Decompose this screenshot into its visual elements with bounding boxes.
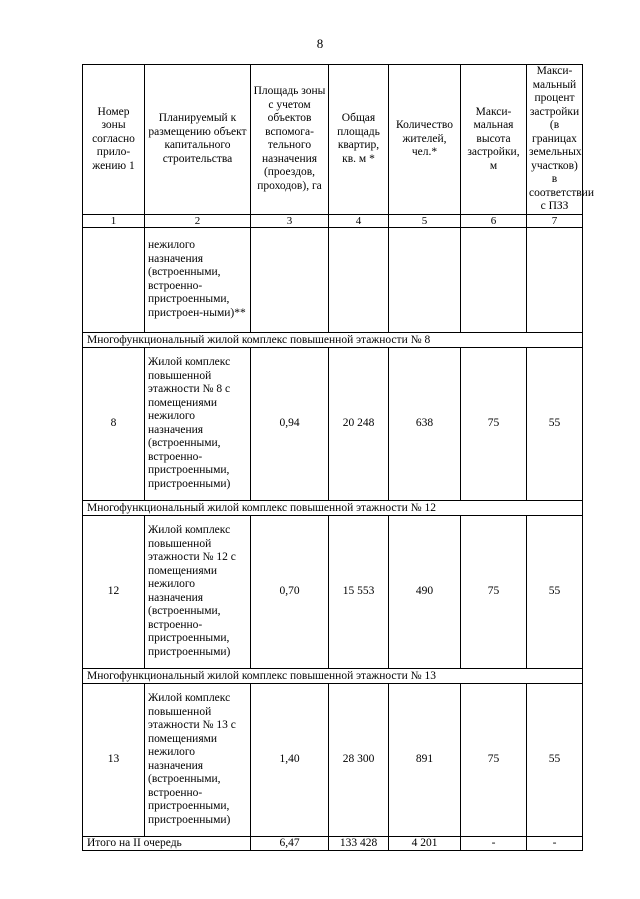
zone-area-cell: 1,40 [251, 683, 329, 836]
section-title-row [83, 668, 583, 683]
column-number: 5 [389, 214, 461, 227]
column-number: 2 [145, 214, 251, 227]
table-row [83, 683, 583, 836]
total-floor-area: 133 428 [329, 836, 389, 850]
section-title-row [83, 332, 583, 347]
object-cell: Жилой комплекс повышенной этажности № 8 с помещениями нежилого назначения (встроенными, встроенно-пристроенными, пристроенными) [145, 347, 251, 500]
floor-area-cell: 15 553 [329, 515, 389, 668]
zone-area-cell: 0,70 [251, 515, 329, 668]
empty-cell [329, 227, 389, 332]
total-max-percent: - [527, 836, 583, 850]
total-residents: 4 201 [389, 836, 461, 850]
continuation-row [83, 227, 583, 332]
max-height-cell: 75 [461, 347, 527, 500]
total-zone-area: 6,47 [251, 836, 329, 850]
floor-area-cell: 28 300 [329, 683, 389, 836]
empty-cell [527, 227, 583, 332]
header-max-percent: Макси-мальный процент застройки (в границах земельных участков) в соответствии с ПЗЗ [527, 65, 583, 215]
section-title: Многофункциональный жилой комплекс повышенной этажности № 12 [83, 500, 583, 515]
header-zone-number: Номер зоны согласно прило-жению 1 [83, 65, 145, 215]
header-object: Планируемый к размещению объект капитального строительства [145, 65, 251, 215]
section-title-row [83, 500, 583, 515]
zone-number-cell: 13 [83, 683, 145, 836]
column-number: 4 [329, 214, 389, 227]
max-height-cell: 75 [461, 683, 527, 836]
empty-cell [251, 227, 329, 332]
column-number: 6 [461, 214, 527, 227]
empty-cell [389, 227, 461, 332]
total-max-height: - [461, 836, 527, 850]
column-number: 7 [527, 214, 583, 227]
residents-cell: 638 [389, 347, 461, 500]
residents-cell: 490 [389, 515, 461, 668]
max-height-cell: 75 [461, 515, 527, 668]
floor-area-cell: 20 248 [329, 347, 389, 500]
header-max-height: Макси-мальная высота застройки, м [461, 65, 527, 215]
total-row [83, 836, 583, 850]
max-percent-cell: 55 [527, 347, 583, 500]
max-percent-cell: 55 [527, 683, 583, 836]
table-row [83, 347, 583, 500]
section-title: Многофункциональный жилой комплекс повышенной этажности № 8 [83, 332, 583, 347]
empty-cell [461, 227, 527, 332]
section-title: Многофункциональный жилой комплекс повышенной этажности № 13 [83, 668, 583, 683]
object-cell: Жилой комплекс повышенной этажности № 12 с помещениями нежилого назначения (встроенными, встроенно-пристроенными, пристроенными) [145, 515, 251, 668]
column-number: 1 [83, 214, 145, 227]
column-number-row [83, 214, 583, 227]
object-cell: нежилого назначения (встроенными, встроенно-пристроенными, пристроен-ными)** [145, 227, 251, 332]
header-floor-area: Общая площадь квартир, кв. м * [329, 65, 389, 215]
table-row [83, 515, 583, 668]
object-cell: Жилой комплекс повышенной этажности № 13 с помещениями нежилого назначения (встроенными, встроенно-пристроенными, пристроенными) [145, 683, 251, 836]
zone-number-cell: 8 [83, 347, 145, 500]
max-percent-cell: 55 [527, 515, 583, 668]
page-number: 8 [316, 36, 324, 51]
column-number: 3 [251, 214, 329, 227]
zone-area-cell: 0,94 [251, 347, 329, 500]
total-label: Итого на II очередь [83, 836, 251, 850]
residents-cell: 891 [389, 683, 461, 836]
header-zone-area: Площадь зоны с учетом объектов вспомога-тельного назначения (проездов, проходов), га [251, 65, 329, 215]
zone-number-cell: 12 [83, 515, 145, 668]
empty-cell [83, 227, 145, 332]
header-row [83, 65, 583, 215]
zones-table [82, 64, 594, 851]
header-residents: Количество жителей, чел.* [389, 65, 461, 215]
